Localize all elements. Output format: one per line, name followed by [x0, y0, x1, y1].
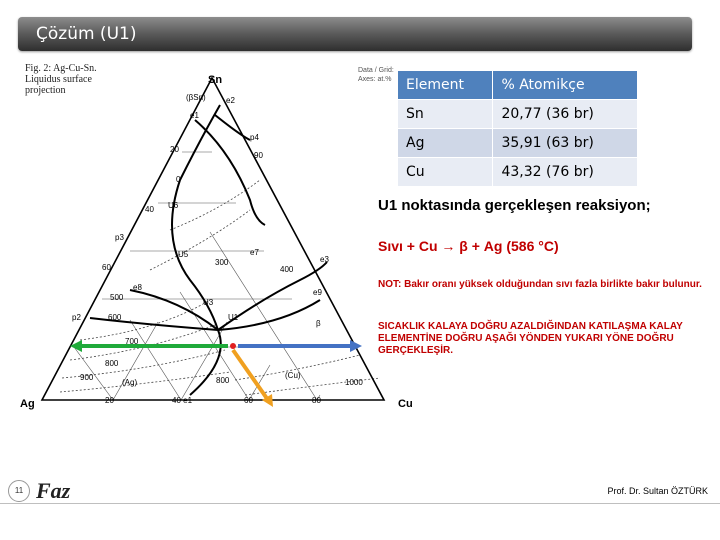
label-n600: 600	[108, 313, 122, 322]
cell-element: Sn	[398, 100, 493, 129]
cell-element: Ag	[398, 129, 493, 158]
label-p4: p4	[250, 133, 259, 142]
author-name: Prof. Dr. Sultan ÖZTÜRK	[607, 486, 708, 496]
corner-label-cu: Cu	[398, 398, 413, 410]
label-u5: U5	[178, 250, 189, 259]
note-text: NOT: Bakır oranı yüksek olduğundan sıvı fazla birlikte bakır bulunur.	[378, 279, 702, 290]
label-n0: 0	[176, 175, 181, 184]
header-element: Element	[398, 71, 493, 100]
table-header-row	[398, 71, 638, 100]
label-e2: e2	[226, 96, 235, 105]
cell-value: 20,77 (36 br)	[493, 100, 638, 129]
corner-label-sn: Sn	[208, 74, 223, 86]
label-e9: e9	[313, 288, 322, 297]
tick-60: 60	[244, 396, 253, 405]
label-e3: e3	[320, 255, 329, 264]
label-e1: e1	[190, 111, 199, 120]
solidification-text: SICAKLIK KALAYA DOĞRU AZALDIĞINDAN KATILAŞMA KALAY ELEMENTİNE DOĞRU AŞAĞI YÖNDEN YUKARI YÖNE DOĞRU GERÇEKLEŞİR.	[378, 321, 683, 356]
label-bsn: (βSn)	[186, 93, 206, 102]
label-cu-phase: (Cu)	[285, 371, 301, 380]
label-n700: 700	[125, 337, 139, 346]
reaction-equation: Sıvı + Cu → β + Ag (586 °C)	[378, 238, 559, 254]
cell-value: 43,32 (76 br)	[493, 158, 638, 187]
title-bar	[18, 17, 692, 51]
label-n1000: 1000	[345, 378, 363, 387]
label-p3: p3	[115, 233, 124, 242]
corner-label-ag: Ag	[20, 398, 35, 410]
tick-40-e1: 40 e1	[172, 396, 193, 405]
label-n60: 60	[102, 263, 111, 272]
note-line-2: Axes: at.%	[358, 76, 392, 83]
label-n300a: 300	[215, 258, 229, 267]
faz-logo: Faz	[36, 478, 71, 503]
header-atomic-percent: % Atomikçe	[493, 71, 638, 100]
label-e7: e7	[250, 248, 259, 257]
tick-20: 20	[105, 396, 114, 405]
ternary-phase-diagram	[15, 60, 425, 420]
slide-title: Çözüm (U1)	[36, 24, 137, 44]
label-u6: U6	[168, 201, 179, 210]
label-n900: 900	[80, 373, 94, 382]
label-n800b: 800	[216, 376, 230, 385]
label-e8: e8	[133, 283, 142, 292]
table-row	[398, 129, 638, 158]
caption-line-2: Liquidus surface	[25, 74, 92, 85]
composition-table	[397, 70, 638, 187]
label-beta: β	[316, 319, 321, 328]
label-n20: 20	[170, 145, 179, 154]
label-n500: 500	[110, 293, 124, 302]
tick-80: 80	[312, 396, 321, 405]
caption-line-1: Fig. 2: Ag-Cu-Sn.	[25, 63, 97, 74]
caption-line-3: projection	[25, 85, 66, 96]
label-ag-phase: (Ag)	[122, 378, 138, 387]
table-row	[398, 100, 638, 129]
cell-element: Cu	[398, 158, 493, 187]
label-u3: U3	[203, 298, 214, 307]
label-n800a: 800	[105, 359, 119, 368]
footer-divider	[0, 503, 720, 504]
reaction-heading: U1 noktasında gerçekleşen reaksiyon;	[378, 197, 651, 214]
table-row	[398, 158, 638, 187]
label-n40: 40	[145, 205, 154, 214]
note-line-1: Data / Grid:	[358, 67, 394, 74]
cell-value: 35,91 (63 br)	[493, 129, 638, 158]
label-n400a: 400	[280, 265, 294, 274]
label-p2: p2	[72, 313, 81, 322]
label-n90: 90	[254, 151, 263, 160]
page-number: 11	[8, 480, 30, 502]
label-u1: U1	[228, 313, 239, 322]
